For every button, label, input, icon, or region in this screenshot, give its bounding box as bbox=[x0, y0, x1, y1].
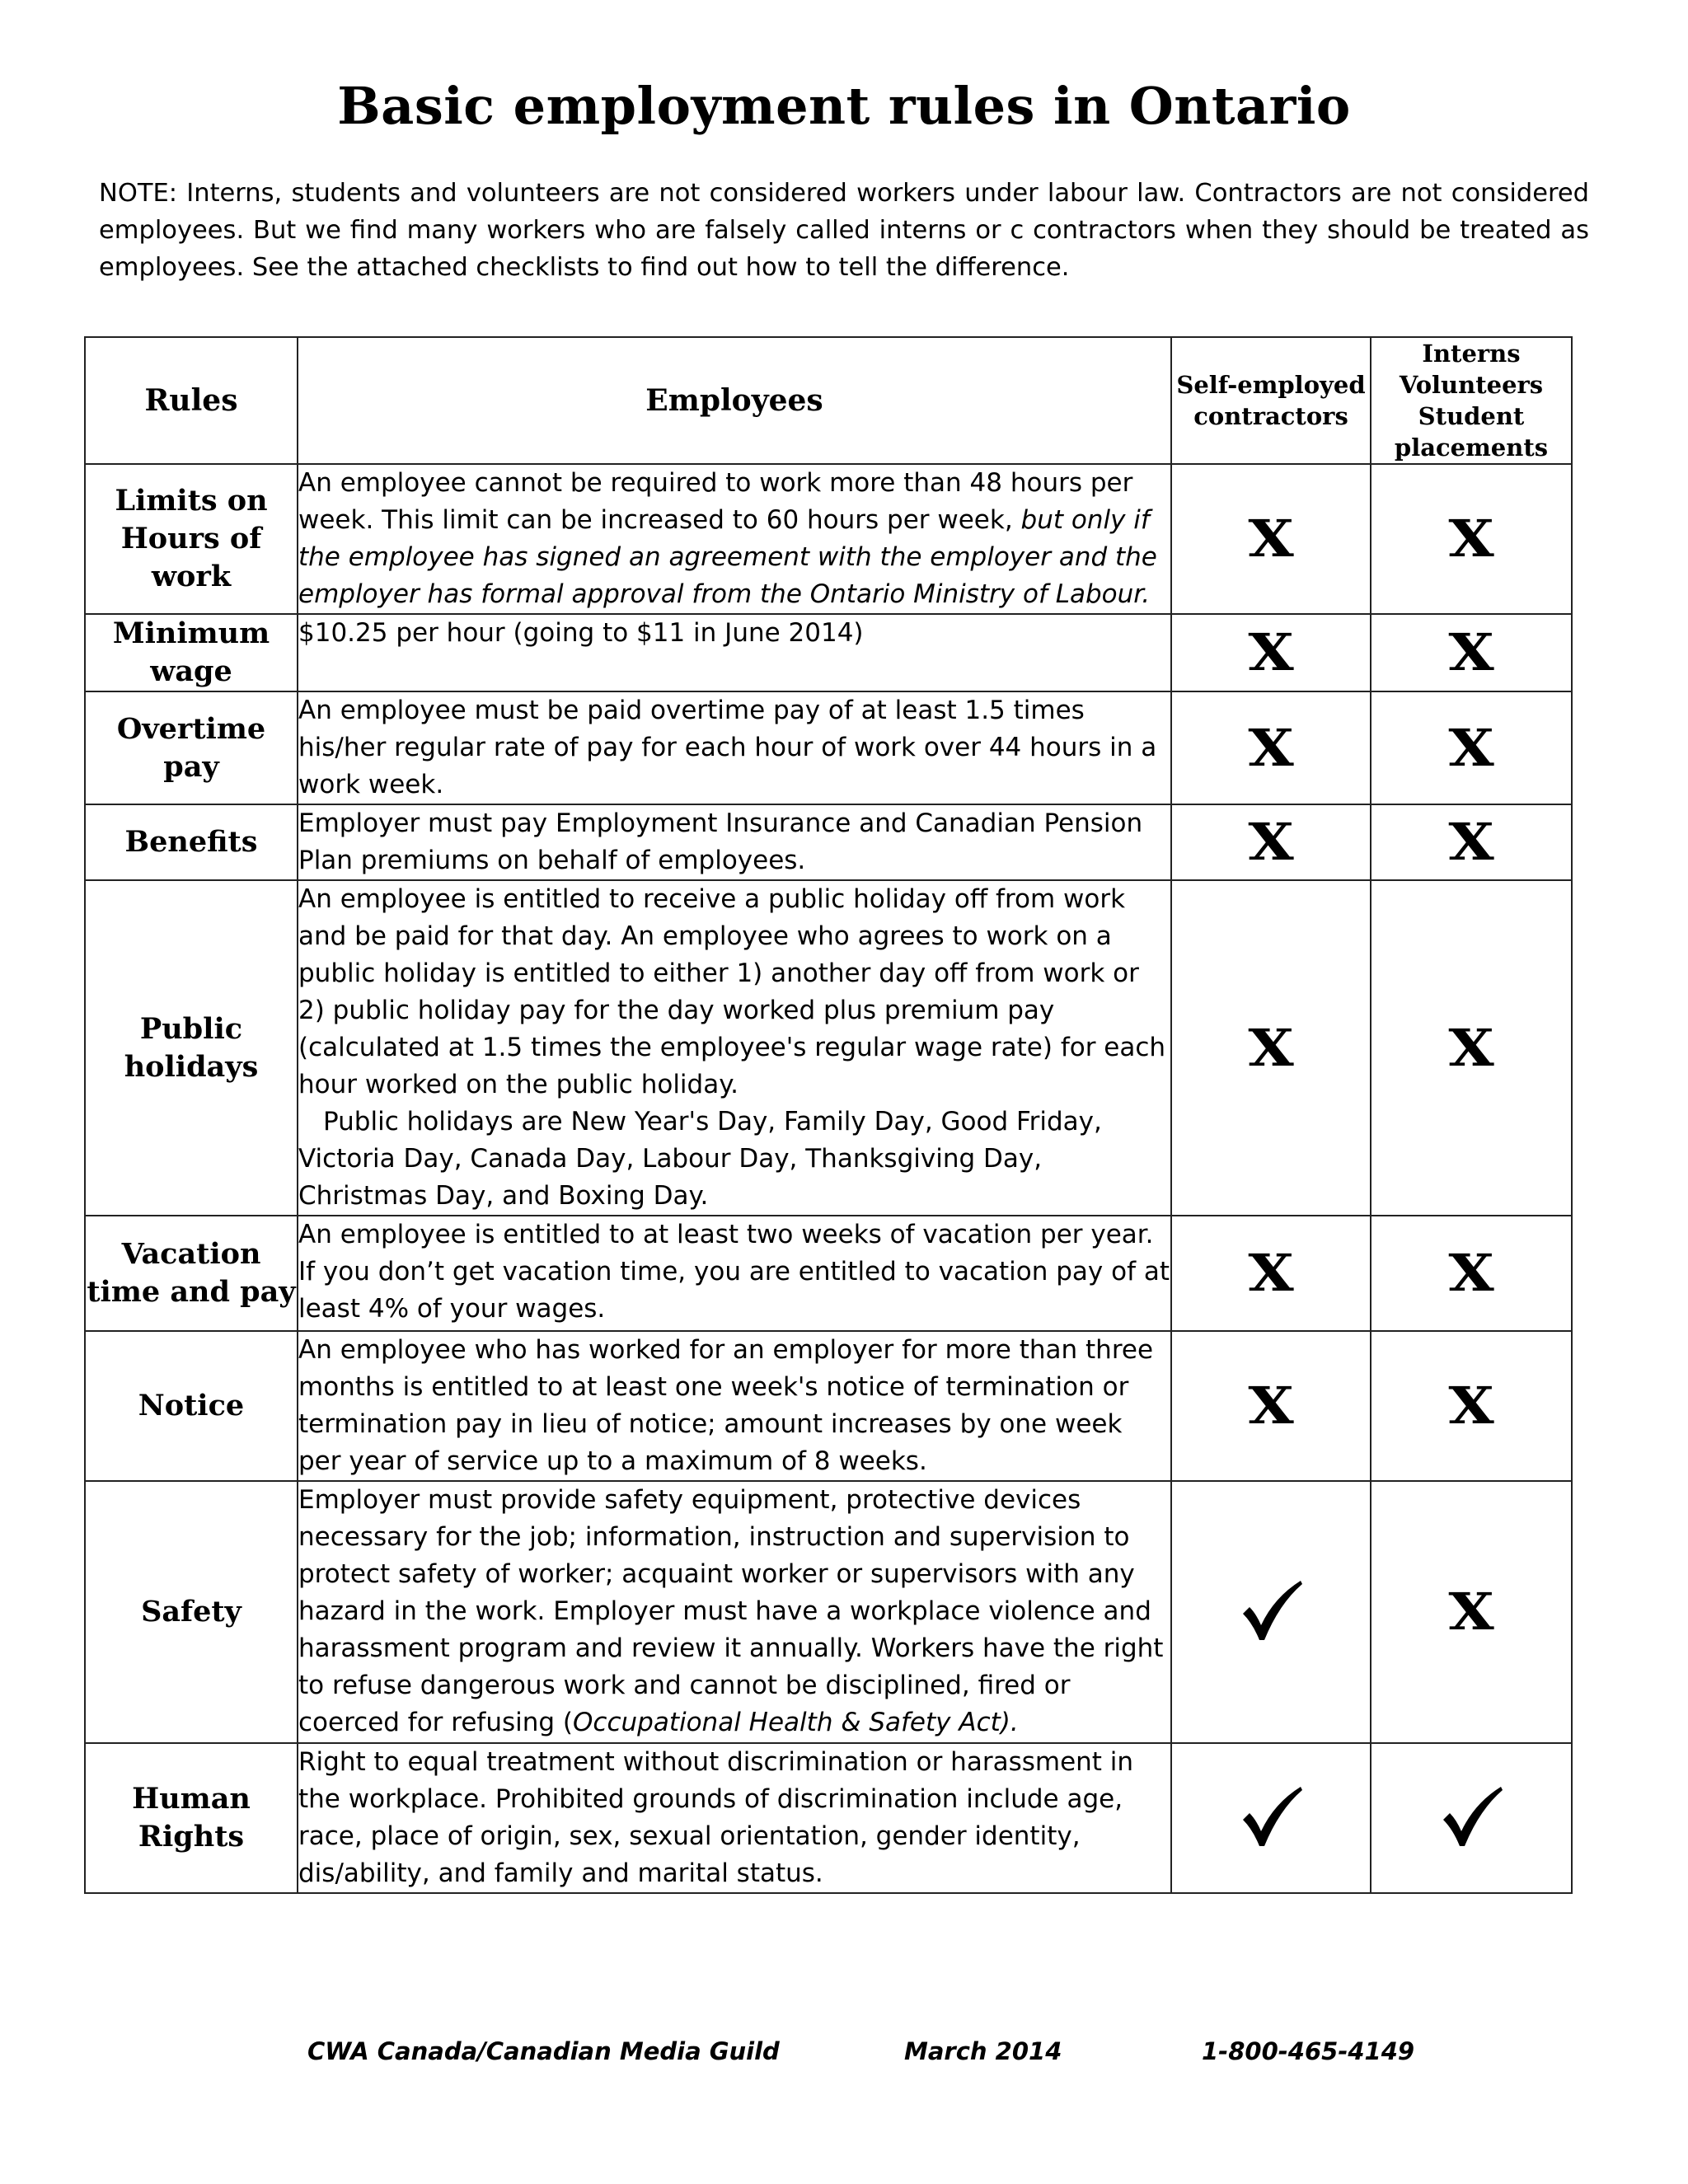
x-mark-icon: X bbox=[1448, 1582, 1494, 1642]
rule-description-italic: but only if the employee has signed an agreement with the employer and the employer has formal approval from the Ontario Ministry of Labour. bbox=[298, 505, 1157, 609]
header-self-employed bbox=[1171, 337, 1371, 464]
table-row bbox=[85, 691, 1572, 804]
rule-description: An employee is entitled to receive a public holiday off from work and be paid for that day. An employee who agrees to work on a public holiday is entitled to either 1) another day off from work or 2) public holiday pay for the day worked plus premium pay (calculated at 1.5 times the employee's regular wage rate) for each hour worked on the public holiday. bbox=[298, 884, 1166, 1099]
rule-name-cell bbox=[85, 804, 298, 880]
checkmark-icon bbox=[1238, 1577, 1304, 1643]
rule-description-cell bbox=[298, 1331, 1171, 1481]
x-mark-icon: X bbox=[1448, 622, 1494, 682]
footer-organization: CWA Canada/Canadian Media Guild bbox=[307, 2037, 780, 2065]
footer-date: March 2014 bbox=[904, 2037, 1062, 2065]
self-employed-mark-cell bbox=[1171, 880, 1371, 1216]
rule-description: Employer must provide safety equipment, protective devices necessary for the job; information, instruction and supervision to protect safety of worker; acquaint worker or supervisors with any hazard in the work. Employer must have a workplace violence and harassment program and review it annually. Workers have the right to refuse dangerous work and cannot be disciplined, fired or coerced for refusing ( bbox=[298, 1485, 1164, 1737]
interns-mark-cell bbox=[1371, 1331, 1572, 1481]
self-employed-mark-cell bbox=[1171, 1743, 1371, 1893]
rule-name: Benefits bbox=[124, 825, 258, 859]
rule-description: Right to equal treatment without discrimination or harassment in the workplace. Prohibited grounds of discrimination include age, race, place of origin, sex, sexual orientation, gender identity, dis/ability, and family and marital status. bbox=[298, 1747, 1134, 1888]
interns-mark-cell bbox=[1371, 691, 1572, 804]
interns-mark-cell bbox=[1371, 614, 1572, 691]
table-row bbox=[85, 1216, 1572, 1331]
self-employed-mark-cell bbox=[1171, 1481, 1371, 1743]
table-row bbox=[85, 1743, 1572, 1893]
rule-description-extra: Public holidays are New Year's Day, Family Day, Good Friday, Victoria Day, Canada Day, Labour Day, Thanksgiving Day, Christmas Day, and Boxing Day. bbox=[298, 1107, 1102, 1211]
header-rules: Rules bbox=[85, 337, 298, 464]
x-mark-icon: X bbox=[1448, 717, 1494, 778]
rule-description-cell bbox=[298, 880, 1171, 1216]
x-mark-icon: X bbox=[1448, 1376, 1494, 1436]
interns-mark-cell bbox=[1371, 1216, 1572, 1331]
x-mark-icon: X bbox=[1248, 509, 1294, 569]
x-mark-icon: X bbox=[1448, 1017, 1494, 1078]
rule-name-cell bbox=[85, 1216, 298, 1331]
rule-name-cell bbox=[85, 1481, 298, 1743]
x-mark-icon: X bbox=[1448, 509, 1494, 569]
rule-name-cell bbox=[85, 464, 298, 614]
rule-description-cell bbox=[298, 614, 1171, 691]
rule-name-cell bbox=[85, 1331, 298, 1481]
self-employed-mark-cell bbox=[1171, 464, 1371, 614]
rule-name-cell bbox=[85, 880, 298, 1216]
interns-mark-cell bbox=[1371, 1481, 1572, 1743]
header-interns bbox=[1371, 337, 1572, 464]
footer-phone: 1-800-465-4149 bbox=[1202, 2037, 1415, 2065]
rule-name: Overtime pay bbox=[116, 711, 266, 784]
rule-name: Human Rights bbox=[132, 1782, 251, 1854]
x-mark-icon: X bbox=[1448, 812, 1494, 872]
header-employees: Employees bbox=[298, 337, 1171, 464]
rule-name: Notice bbox=[138, 1389, 245, 1422]
checkmark-icon bbox=[1438, 1783, 1504, 1849]
checkmark-icon bbox=[1238, 1783, 1304, 1849]
rule-name: Vacation time and pay bbox=[87, 1237, 296, 1309]
rule-name: Limits on Hours of work bbox=[115, 484, 268, 593]
note-paragraph: NOTE: Interns, students and volunteers are not considered workers under labour law. Contractors are not considered employees. But we find many workers who are falsely called interns or c contractors when they should be treated as employees. See the attached checklists to find out how to tell the difference. bbox=[99, 179, 1589, 282]
rule-description-cell bbox=[298, 1216, 1171, 1331]
x-mark-icon: X bbox=[1448, 1243, 1494, 1303]
rule-name: Minimum wage bbox=[112, 616, 270, 688]
rule-name-cell bbox=[85, 614, 298, 691]
header-self-employed-label: Self-employed contractors bbox=[1176, 371, 1366, 430]
rule-description-cell bbox=[298, 1481, 1171, 1743]
employment-rules-table bbox=[84, 336, 1573, 1894]
self-employed-mark-cell bbox=[1171, 614, 1371, 691]
table-row bbox=[85, 614, 1572, 691]
rule-description: $10.25 per hour (going to $11 in June 2014) bbox=[298, 618, 864, 648]
self-employed-mark-cell bbox=[1171, 804, 1371, 880]
x-mark-icon: X bbox=[1248, 622, 1294, 682]
self-employed-mark-cell bbox=[1171, 1216, 1371, 1331]
interns-mark-cell bbox=[1371, 880, 1572, 1216]
interns-mark-cell bbox=[1371, 1743, 1572, 1893]
rule-description: An employee cannot be required to work more than 48 hours per week. This limit can be increased to 60 hours per week, bbox=[298, 468, 1133, 535]
table-row bbox=[85, 1331, 1572, 1481]
interns-mark-cell bbox=[1371, 804, 1572, 880]
table-row bbox=[85, 1481, 1572, 1743]
rule-description: An employee must be paid overtime pay of at least 1.5 times his/her regular rate of pay for each hour of work over 44 hours in a work week. bbox=[298, 696, 1157, 799]
rule-name: Safety bbox=[141, 1595, 241, 1629]
table-row bbox=[85, 464, 1572, 614]
self-employed-mark-cell bbox=[1171, 691, 1371, 804]
table-row bbox=[85, 804, 1572, 880]
rule-description: An employee is entitled to at least two weeks of vacation per year. If you don’t get vacation time, you are entitled to vacation pay of at least 4% of your wages. bbox=[298, 1220, 1170, 1324]
rule-name: Public holidays bbox=[124, 1011, 259, 1084]
x-mark-icon: X bbox=[1248, 717, 1294, 778]
x-mark-icon: X bbox=[1248, 1376, 1294, 1436]
x-mark-icon: X bbox=[1248, 1243, 1294, 1303]
self-employed-mark-cell bbox=[1171, 1331, 1371, 1481]
table-header-row bbox=[85, 337, 1572, 464]
x-mark-icon: X bbox=[1248, 812, 1294, 872]
x-mark-icon: X bbox=[1248, 1017, 1294, 1078]
page-title: Basic employment rules in Ontario bbox=[337, 76, 1351, 136]
header-interns-label: Interns Volunteers Student placements bbox=[1394, 340, 1549, 462]
rule-description: Employer must pay Employment Insurance and Canadian Pension Plan premiums on behalf of employees. bbox=[298, 808, 1143, 875]
rule-description: An employee who has worked for an employer for more than three months is entitled to at least one week's notice of termination or termination pay in lieu of notice; amount increases by one week per year of service up to a maximum of 8 weeks. bbox=[298, 1335, 1154, 1476]
rule-name-cell bbox=[85, 1743, 298, 1893]
rule-description-italic: Occupational Health & Safety Act). bbox=[573, 1708, 1019, 1737]
rule-description-cell bbox=[298, 464, 1171, 614]
table-row bbox=[85, 880, 1572, 1216]
rule-name-cell bbox=[85, 691, 298, 804]
interns-mark-cell bbox=[1371, 464, 1572, 614]
rule-description-cell bbox=[298, 1743, 1171, 1893]
rule-description-cell bbox=[298, 804, 1171, 880]
rule-description-cell bbox=[298, 691, 1171, 804]
